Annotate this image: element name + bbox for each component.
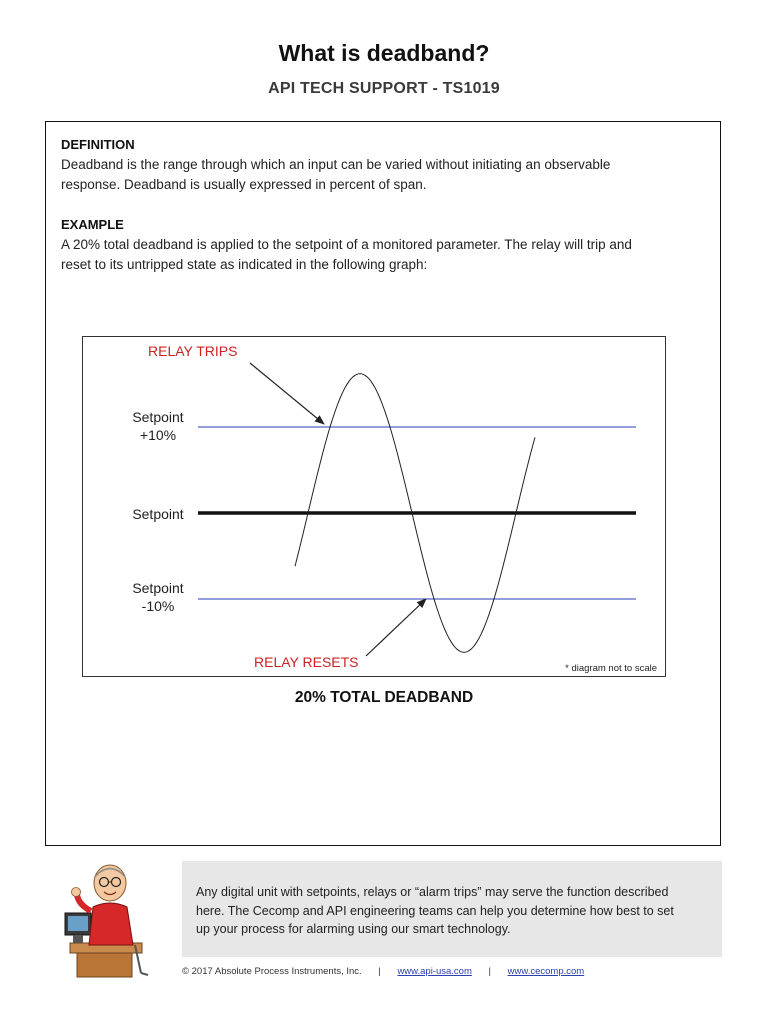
deadband-chart [82,336,666,677]
setpoint-lower-label: Setpoint [132,580,184,596]
relay-trips-arrow [250,363,324,424]
not-to-scale-note: * diagram not to scale [565,663,657,674]
cecomp-link[interactable]: www.cecomp.com [507,966,585,977]
relay-resets-arrow [366,599,426,656]
deadband-chart-svg [83,337,667,678]
footer-separator-1: | [378,966,381,977]
info-note-box [182,861,722,957]
relay-resets-annotation: RELAY RESETS [254,654,359,670]
setpoint-lower-percent-label: -10% [141,598,175,614]
definition-line-1: Deadband is the range through which an input can be varied without initiating an observable [61,157,611,172]
copyright-text: © 2017 Absolute Process Instruments, Inc. [182,966,362,977]
example-heading: EXAMPLE [61,217,124,232]
definition-line-2: response. Deadband is usually expressed in percent of span. [61,177,427,192]
setpoint-upper-label: Setpoint [132,409,184,425]
setpoint-label: Setpoint [132,506,184,522]
definition-text [61,155,711,195]
footer [182,966,584,977]
note-line-1: Any digital unit with setpoints, relays or “alarm trips” may serve the function described [196,885,669,899]
page-subtitle: API TECH SUPPORT - TS1019 [268,80,500,97]
setpoint-upper-percent-label: +10% [139,427,177,443]
content-box [45,121,721,846]
example-text [61,235,711,275]
cartoon-engineer-at-computer-icon [55,855,150,980]
definition-heading: DEFINITION [61,137,135,152]
chart-caption: 20% TOTAL DEADBAND [294,689,474,706]
relay-trips-annotation: RELAY TRIPS [148,343,238,359]
note-line-3: up your process for alarming using our smart technology. [196,922,511,936]
note-line-2: here. The Cecomp and API engineering teams can help you determine how best to set [196,903,674,918]
footer-separator-2: | [488,966,491,977]
page-title: What is deadband? [278,40,490,66]
api-usa-link[interactable]: www.api-usa.com [397,966,472,977]
example-line-1: A 20% total deadband is applied to the setpoint of a monitored parameter. The relay will trip and [61,237,632,252]
example-line-2: reset to its untripped state as indicated in the following graph: [61,257,428,272]
